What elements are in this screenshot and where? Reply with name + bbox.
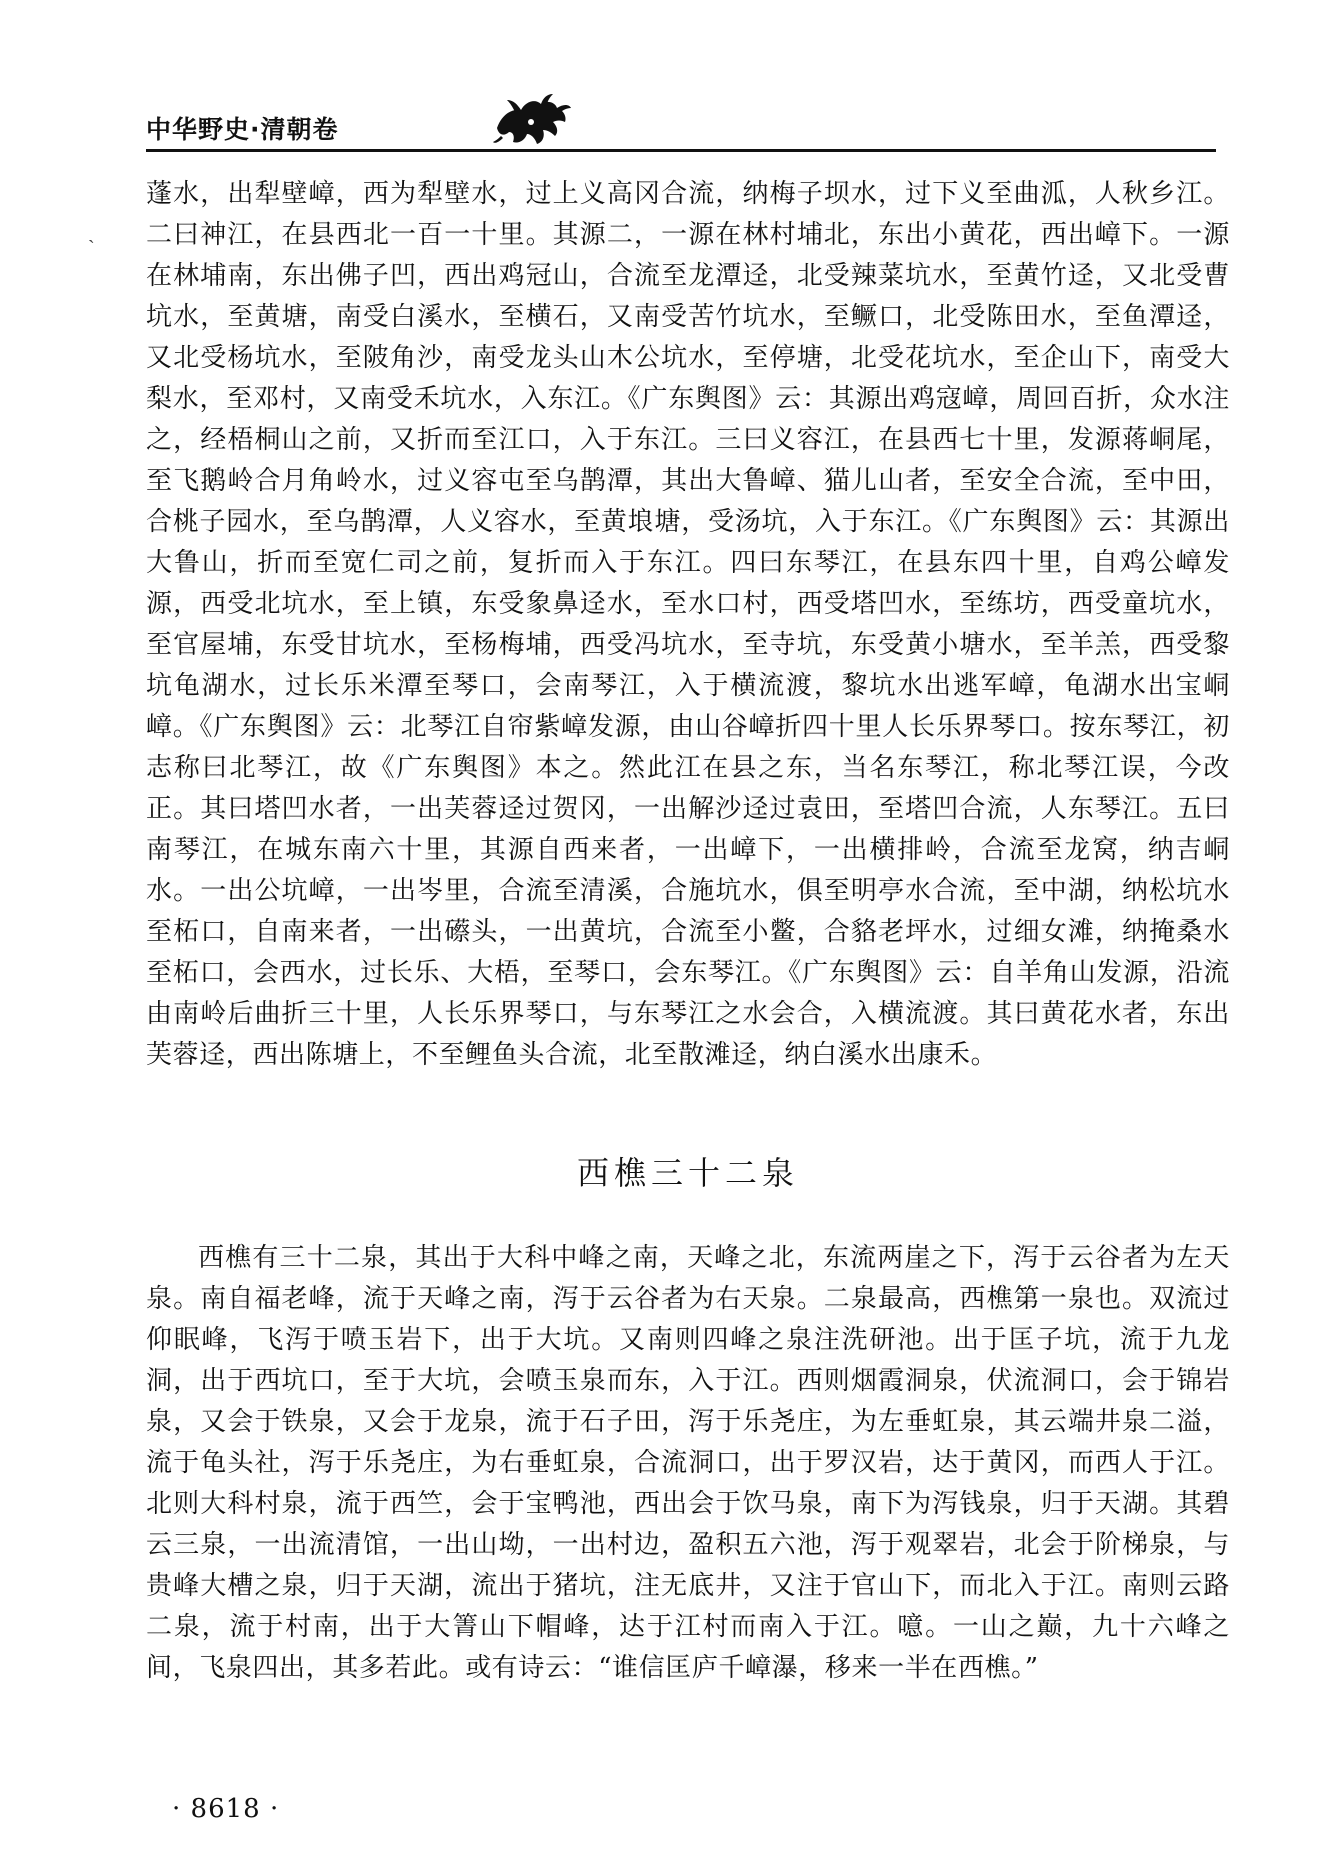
paragraph-rivers: 蓬水，出犁壁嶂，西为犁壁水，过上义高冈合流，纳梅子坝水，过下义至曲泒，人秋乡江。二曰神江，在县西北一百一十里。其源二，一源在林村埔北，东出小黄花，西出嶂下。一源在林埔南，东出佛子凹，西出鸡冠山，合流至龙潭迳，北受辣菜坑水，至黄竹迳，又北受曹坑水，至黄塘，南受白溪水，至横石，又南受苦竹坑水，至鳜口，北受陈田水，至鱼潭迳，又北受杨坑水，至陂角沙，南受龙头山木公坑水，至停塘，北受花坑水，至企山下，南受大梨水，至邓村，又南受禾坑水，入东江。《广东舆图》云：其源出鸡寇嶂，周回百折，众水注之，经梧桐山之前，又折而至江口，入于东江。三曰义容江，在县西七十里，发源蒋峒尾，至飞鹅岭合月角岭水，过义容屯至乌鹊潭，其出大鲁嶂、猫儿山者，至安全合流，至中田，合桃子园水，至乌鹊潭，人义容水，至黄埌塘，受汤坑，入于东江。《广东舆图》云：其源出大鲁山，折而至宽仁司之前，复折而入于东江。四曰东琴江，在县东四十里，自鸡公嶂发源，西受北坑水，至上镇，东受象鼻迳水，至水口村，西受塔凹水，至练坊，西受童坑水，至官屋埔，东受甘坑水，至杨梅埔，西受冯坑水，至寺坑，东受黄小塘水，至羊羔，西受黎坑龟湖水，过长乐米潭至琴口，会南琴江，入于横流渡，黎坑水出逃军嶂，龟湖水出宝峒嶂。《广东舆图》云：北琴江自帘紫嶂发源，由山谷嶂折四十里人长乐界琴口。按东琴江，初志称曰北琴江，故《广东舆图》本之。然此江在县之东，当名东琴江，称北琴江误，今改正。其曰塔凹水者，一出芙蓉迳过贺冈，一出解沙迳过袁田，至塔凹合流，人东琴江。五曰南琴江，在城东南六十里，其源自西来者，一出嶂下，一出横排岭，合流至龙窝，纳吉峒水。一出公坑嶂，一出岑里，合流至清溪，合施坑水，俱至明亭水合流，至中湖，纳松坑水至柘口，自南来者，一出礤头，一出黄坑，合流至小鳖，合貉老坪水，过细女滩，纳掩桑水至柘口，会西水，过长乐、大梧，至琴口，会东琴江。《广东舆图》云：自羊角山发源，沿流由南岭后曲折三十里，人长乐界琴口，与东琴江之水会合，入横流渡。其曰黄花水者，东出芙蓉迳，西出陈塘上，不至鲤鱼头合流，北至散滩迳，纳白溪水出康禾。	[146, 179, 1230, 1070]
dragon-emblem-icon	[491, 92, 573, 148]
header-rule	[146, 149, 1216, 152]
paragraph-springs: 西樵有三十二泉，其出于大科中峰之南，天峰之北，东流两崖之下，泻于云谷者为左天泉。南自福老峰，流于天峰之南，泻于云谷者为右天泉。二泉最高，西樵第一泉也。双流过仰眠峰，飞泻于喷玉岩下，出于大坑。又南则四峰之泉注洗研池。出于匡子坑，流于九龙洞，出于西坑口，至于大坑，会喷玉泉而东，入于江。西则烟霞洞泉，伏流洞口，会于锦岩泉，又会于铁泉，又会于龙泉，流于石子田，泻于乐尧庄，为左垂虹泉，其云端井泉二溢，流于龟头社，泻于乐尧庄，为右垂虹泉，合流洞口，出于罗汉岩，达于黄冈，而西人于江。北则大科村泉，流于西竺，会于宝鸭池，西出会于饮马泉，南下为泻钱泉，归于天湖。其碧云三泉，一出流清馆，一出山坳，一出村边，盈积五六池，泻于观翠岩，北会于阶梯泉，与贵峰大槽之泉，归于天湖，流出于猪坑，注无底井，又注于官山下，而北入于江。南则云路二泉，流于村南，出于大箐山下帽峰，达于江村而南入于江。噫。一山之巅，九十六峰之间，飞泉四出，其多若此。或有诗云：“谁信匡庐千嶂瀑，移来一半在西樵。”	[146, 1243, 1230, 1683]
page-number: · 8618 ·	[172, 1794, 280, 1824]
margin-mark-icon: ˴	[88, 226, 95, 250]
section-title: 西樵三十二泉	[576, 1154, 799, 1192]
book-title: 中华野史·清朝卷	[146, 115, 339, 144]
running-header	[146, 92, 1216, 150]
